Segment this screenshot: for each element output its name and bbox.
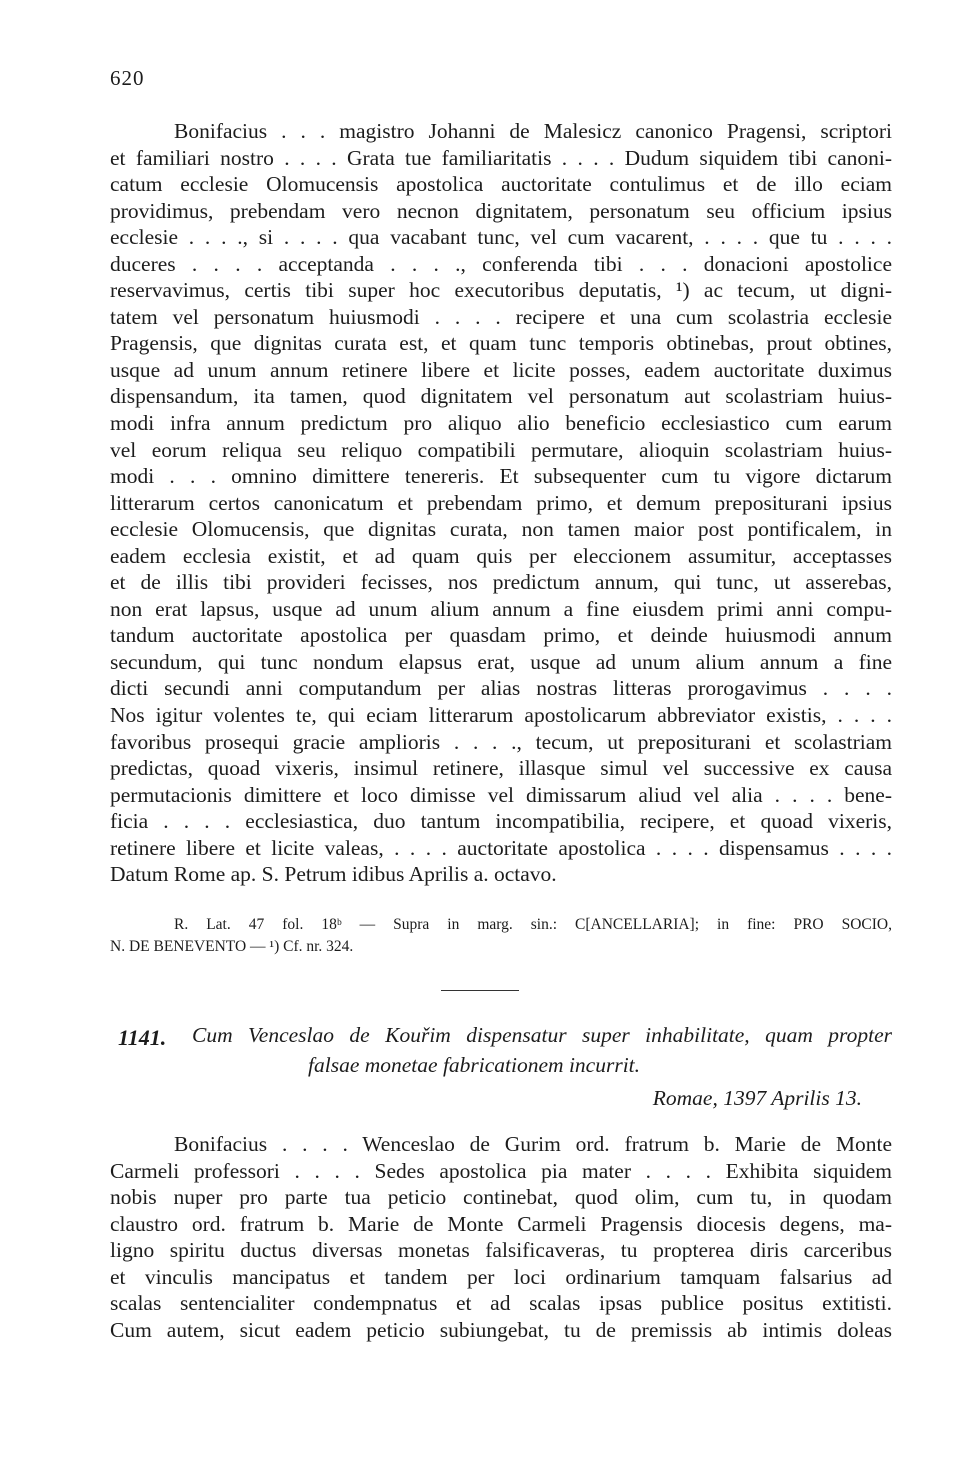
place-date: Romae, 1397 Aprilis 13. xyxy=(652,1086,862,1110)
text-line: modi . . . omnino dimittere tenereris. Et subsequenter cum tu vigore dictarum xyxy=(110,464,892,489)
text-line: litterarum certos canonicatum et prebendam primo, et demum prepositurani ipsius xyxy=(110,490,892,515)
text-line: predictas, quoad vixeris, insimul retinere, illasque simul vel successive ex causa xyxy=(110,756,892,781)
text-line: Pragensis, que dignitas curata est, et quam tunc temporis obtinebas, prout obtines, xyxy=(110,331,892,356)
text-line: usque ad unum annum retinere libere et licite posses, eadem auctoritate duximus xyxy=(110,357,892,382)
page-number: 620 xyxy=(110,66,145,90)
text-line: permutacionis dimittere et loco dimisse vel dimissarum aliud vel alia . . . . bene- xyxy=(110,782,892,807)
text-line: duceres . . . . acceptanda . . . ., conferenda tibi . . . donacioni apostolice xyxy=(110,251,892,276)
text-line: Cum autem, sicut eadem peticio subiungebat, tu de premissis ab intimis doleas xyxy=(110,1317,892,1342)
text-line: ligno spiritu ductus diversas monetas falsificaveras, tu propterea diris carceribus xyxy=(110,1238,892,1263)
text-line: scalas sentencialiter condempnatus et ad scalas ipsas publice positus extitisti. xyxy=(110,1291,892,1316)
heading-line-1: Cum Venceslao de Kouřim dispensatur super inhabilitate, quam propter xyxy=(192,1023,892,1047)
text-line: retinere libere et licite valeas, . . . . auctoritate apostolica . . . . dispensamus . . . . xyxy=(110,835,892,860)
text-line: ecclesie . . . ., si . . . . qua vacabant tunc, vel cum vacarent, . . . . que tu . . . . xyxy=(110,225,892,250)
text-line: et de illis tibi provideri fecisses, nos predictum annum, qui tunc, ut asserebas, xyxy=(110,570,892,595)
text-line: claustro ord. fratrum b. Marie de Monte Carmeli Pragensis diocesis degens, ma- xyxy=(110,1211,892,1236)
text-line: tandum auctoritate apostolica per quasdam primo, et deinde huiusmodi annum xyxy=(110,623,892,648)
document-1140-body xyxy=(110,118,892,888)
text-line: Carmeli professori . . . . Sedes apostolica pia mater . . . . Exhibita siquidem xyxy=(110,1158,892,1183)
text-line: tatem vel personatum huiusmodi . . . . recipere et una cum scolastria ecclesie xyxy=(110,304,892,329)
text-line: secundum, qui tunc nondum elapsus erat, usque ad unum alium annum a fine xyxy=(110,649,892,674)
document-number: 1141. xyxy=(118,1025,167,1050)
text-line: nobis nuper pro parte tua peticio continebat, quod olim, cum tu, in quodam xyxy=(110,1185,892,1210)
text-line: dispensandum, ita tamen, quod dignitatem vel personatum aut scolastriam huius- xyxy=(110,384,892,409)
text-line: providimus, prebendam vero necnon dignitatem, personatum seu officium ipsius xyxy=(110,198,892,223)
text-line: Bonifacius . . . magistro Johanni de Malesicz canonico Pragensi, scriptori xyxy=(174,119,892,143)
text-line: dicti secundi anni computandum per alias nostras litteras prorogavimus . . . . xyxy=(110,676,892,701)
text-line: eadem ecclesia existit, et ad quam quis per eleccionem assumitur, acceptasses xyxy=(110,543,892,568)
text-line: catum ecclesie Olomucensis apostolica auctoritate contulimus et de illo eciam xyxy=(110,172,892,197)
text-line: N. DE BENEVENTO — ¹) Cf. nr. 324. xyxy=(110,938,354,955)
text-line: Bonifacius . . . . Wenceslao de Gurim ord. fratrum b. Marie de Monte xyxy=(174,1132,892,1156)
text-line: reservavimus, certis tibi super hoc executoribus deputatis, ¹) ac tecum, ut digni- xyxy=(110,278,892,303)
document-1141-heading xyxy=(110,1020,892,1080)
heading-line-2: falsae monetae fabricationem incurrit. xyxy=(308,1053,641,1077)
text-line: modi infra annum predictum pro aliquo alio beneficio ecclesiastico cum earum xyxy=(110,411,892,436)
text-line: Datum Rome ap. S. Petrum idibus Aprilis a. octavo. xyxy=(110,862,557,887)
text-line: et vinculis mancipatus et tandem per loci ordinarium tamquam falsarius ad xyxy=(110,1264,892,1289)
text-line: R. Lat. 47 fol. 18ᵇ — Supra in marg. sin.: C[ANCELLARIA]; in fine: PRO SOCIO, xyxy=(174,916,892,933)
text-line: Nos igitur volentes te, qui eciam litterarum apostolicarum abbreviator existis, . . . . xyxy=(110,703,892,728)
section-divider xyxy=(441,990,519,991)
document-1141-body xyxy=(110,1131,892,1343)
text-line: favoribus prosequi gracie amplioris . . . ., tecum, ut prepositurani et scolastriam xyxy=(110,729,892,754)
text-line: ecclesie Olomucensis, que dignitas curata, non tamen maior post pontificalem, in xyxy=(110,517,892,542)
text-line: non erat lapsus, usque ad unum alium annum a fine eiusdem primi anni compu- xyxy=(110,596,892,621)
text-line: ficia . . . . ecclesiastica, duo tantum incompatibilia, recipere, et quoad vixeris, xyxy=(110,809,892,834)
document-1140-footnote xyxy=(110,914,892,958)
text-line: vel eorum reliqua seu reliquo compatibili permutare, alioquin scolastriam huius- xyxy=(110,437,892,462)
text-line: et familiari nostro . . . . Grata tue familiaritatis . . . . Dudum siquidem tibi canoni- xyxy=(110,145,892,170)
